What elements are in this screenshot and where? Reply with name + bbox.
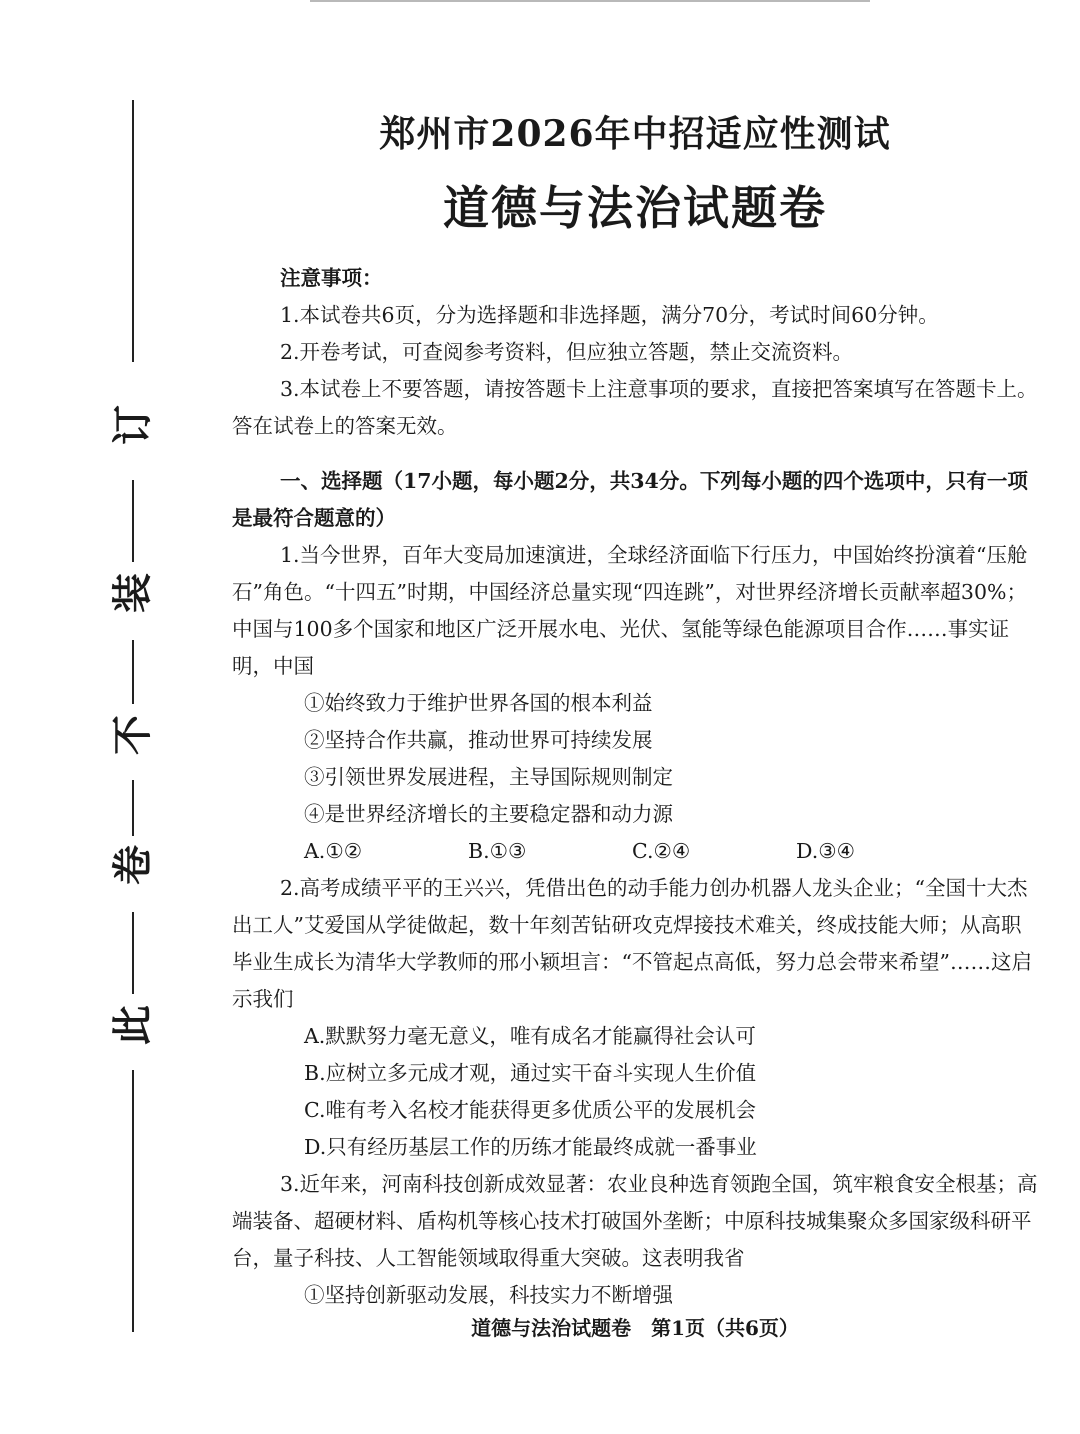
binding-char: 装: [110, 573, 156, 613]
binding-margin: [108, 100, 158, 1340]
question-statement: ①始终致力于维护世界各国的根本利益: [304, 691, 653, 715]
binding-line: [132, 640, 134, 704]
binding-line: [132, 480, 134, 562]
answer-option: A.默默努力毫无意义，唯有成名才能赢得社会认可: [304, 1024, 756, 1048]
answer-choice: B.①③: [468, 839, 527, 863]
notice-item: 1.本试卷共6页，分为选择题和非选择题，满分70分，考试时间60分钟。: [280, 303, 939, 327]
question-statement: ①坚持创新驱动发展，科技实力不断增强: [304, 1283, 673, 1307]
exam-subject-title: 道德与法治试题卷: [443, 181, 827, 235]
question-stem: 3.近年来，河南科技创新成效显著：农业良种选育领跑全国，筑牢粮食安全根基；高端装备、超硬材料、盾构机等核心技术打破国外垄断；中原科技城集聚众多国家级科研平台，量子科技、人工智能领域取得重大突破。这表明我省: [232, 1172, 1038, 1270]
answer-choice: D.③④: [796, 839, 855, 863]
question-statement: ②坚持合作共赢，推动世界可持续发展: [304, 728, 653, 752]
binding-line: [132, 100, 134, 362]
scan-top-edge: [310, 0, 870, 2]
answer-option: C.唯有考入名校才能获得更多优质公平的发展机会: [304, 1098, 756, 1122]
binding-line: [132, 912, 134, 994]
page-footer: 道德与法治试题卷 第1页（共6页）: [471, 1316, 799, 1340]
binding-line: [132, 780, 134, 836]
exam-page: [232, 100, 1038, 1314]
exam-title: 郑州市2026年中招适应性测试: [379, 113, 891, 155]
notice-item: 3.本试卷上不要答题，请按答题卡上注意事项的要求，直接把答案填写在答题卡上。答在试卷上的答案无效。: [232, 377, 1038, 438]
question-statement: ③引领世界发展进程，主导国际规则制定: [304, 765, 673, 789]
binding-char: 此: [110, 1005, 156, 1045]
section-heading: 一、选择题（17小题，每小题2分，共34分。下列每小题的四个选项中，只有一项是最符合题意的）: [232, 469, 1028, 530]
notice-heading: 注意事项：: [280, 266, 383, 290]
notice-item: 2.开卷考试，可查阅参考资料，但应独立答题，禁止交流资料。: [280, 340, 854, 364]
question-stem: 1.当今世界，百年大变局加速演进，全球经济面临下行压力，中国始终扮演着“压舱石”角色。“十四五”时期，中国经济总量实现“四连跳”，对世界经济增长贡献率超30%；中国与100多个国家和地区广泛开展水电、光伏、氢能等绿色能源项目合作……事实证明，中国: [232, 543, 1028, 678]
binding-line: [132, 1070, 134, 1332]
binding-char: 卷: [110, 845, 156, 885]
question-stem: 2.高考成绩平平的王兴兴，凭借出色的动手能力创办机器人龙头企业；“全国十大杰出工人”艾爱国从学徒做起，数十年刻苦钻研攻克焊接技术难关，终成技能大师；从高职毕业生成长为清华大学教师的邢小颖坦言：“不管起点高低，努力总会带来希望”……这启示我们: [232, 876, 1032, 1011]
answer-choice: C.②④: [632, 839, 691, 863]
question-statement: ④是世界经济增长的主要稳定器和动力源: [304, 802, 673, 826]
binding-char: 不: [110, 715, 156, 755]
answer-option: D.只有经历基层工作的历练才能最终成就一番事业: [304, 1135, 757, 1159]
answer-choices: [232, 833, 1038, 870]
answer-choice: A.①②: [304, 839, 363, 863]
binding-char: 订: [110, 405, 156, 445]
answer-option: B.应树立多元成才观，通过实干奋斗实现人生价值: [304, 1061, 757, 1085]
